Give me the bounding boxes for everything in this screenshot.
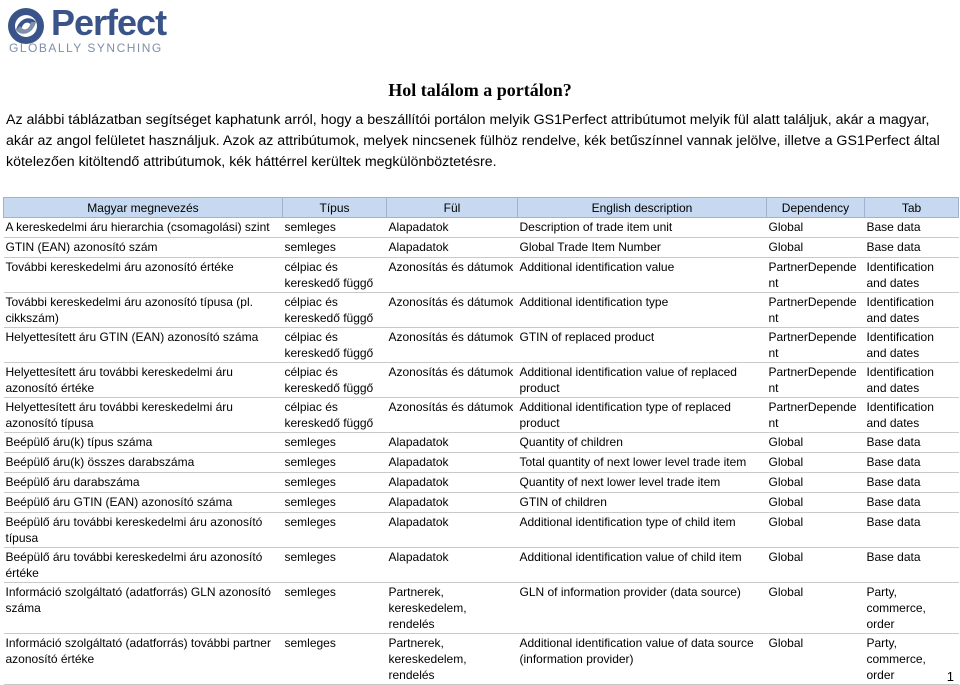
table-cell: Base data	[865, 218, 959, 238]
table-cell: Global	[767, 513, 865, 548]
table-cell: Alapadatok	[387, 473, 518, 493]
column-header: Magyar megnevezés	[4, 198, 283, 218]
table-cell: semleges	[283, 473, 387, 493]
table-row	[4, 328, 959, 363]
intro-paragraph: Az alábbi táblázatban segítséget kaphatunk arról, hogy a beszállítói portálon melyik GS1Perfect attribútumot melyik fül alatt találjuk, akár a magyar, akár az angol felületet használjuk. Azok az attribútumok, melyek nincsenek fülhöz rendelve, kék betűszínnel vannak jelölve, illetve a GS1Perfect által kötelezően kitöltendő attribútumok, kék háttérrel kerültek megkülönböztetésre.	[6, 112, 940, 170]
column-header: Dependency	[767, 198, 865, 218]
table-cell: Identification and dates	[865, 398, 959, 433]
table-cell: Global	[767, 453, 865, 473]
attribute-table	[3, 197, 959, 685]
table-cell: Alapadatok	[387, 218, 518, 238]
table-cell: További kereskedelmi áru azonosító értéke	[4, 258, 283, 293]
table-cell: célpiac és kereskedő függő	[283, 363, 387, 398]
table-cell: PartnerDependent	[767, 258, 865, 293]
table-cell: Party, commerce, order	[865, 583, 959, 634]
table-cell: Base data	[865, 238, 959, 258]
table-cell: semleges	[283, 634, 387, 685]
table-row	[4, 238, 959, 258]
table-cell: A kereskedelmi áru hierarchia (csomagolási) szint	[4, 218, 283, 238]
table-cell: célpiac és kereskedő függő	[283, 258, 387, 293]
table-cell: Azonosítás és dátumok	[387, 293, 518, 328]
table-cell: semleges	[283, 218, 387, 238]
table-cell: PartnerDependent	[767, 328, 865, 363]
table-cell: Quantity of children	[518, 433, 767, 453]
table-cell: Global Trade Item Number	[518, 238, 767, 258]
table-cell: Global	[767, 218, 865, 238]
table-cell: Identification and dates	[865, 293, 959, 328]
table-cell: Global	[767, 583, 865, 634]
table-cell: semleges	[283, 548, 387, 583]
table-cell: Azonosítás és dátumok	[387, 398, 518, 433]
table-cell: Base data	[865, 548, 959, 583]
page-number: 1	[946, 669, 954, 684]
table-cell: Azonosítás és dátumok	[387, 363, 518, 398]
column-header: Típus	[283, 198, 387, 218]
table-cell: Base data	[865, 493, 959, 513]
table-row	[4, 218, 959, 238]
table-row	[4, 363, 959, 398]
table-cell: Partnerek, kereskedelem, rendelés	[387, 634, 518, 685]
table-cell: Alapadatok	[387, 453, 518, 473]
table-cell: Global	[767, 493, 865, 513]
table-cell: Party, commerce, order	[865, 634, 959, 685]
table-cell: Partnerek, kereskedelem, rendelés	[387, 583, 518, 634]
table-cell: Alapadatok	[387, 548, 518, 583]
column-header: Fül	[387, 198, 518, 218]
logo-tagline: GLOBALLY SYNCHING	[9, 41, 163, 55]
table-row	[4, 513, 959, 548]
gs1-perfect-swirl-icon	[6, 6, 46, 46]
table-cell: Azonosítás és dátumok	[387, 328, 518, 363]
table-cell: Description of trade item unit	[518, 218, 767, 238]
table-cell: Quantity of next lower level trade item	[518, 473, 767, 493]
table-cell: Additional identification value of replaced product	[518, 363, 767, 398]
table-row	[4, 293, 959, 328]
table-row	[4, 433, 959, 453]
table-cell: Global	[767, 238, 865, 258]
table-cell: GTIN (EAN) azonosító szám	[4, 238, 283, 258]
gs1-perfect-logo	[6, 4, 166, 56]
table-row	[4, 583, 959, 634]
table-cell: semleges	[283, 238, 387, 258]
table-header-row	[4, 198, 959, 218]
table-cell: Beépülő áru darabszáma	[4, 473, 283, 493]
table-cell: Alapadatok	[387, 238, 518, 258]
table-cell: célpiac és kereskedő függő	[283, 293, 387, 328]
table-cell: PartnerDependent	[767, 398, 865, 433]
table-cell: Identification and dates	[865, 328, 959, 363]
column-header: Tab	[865, 198, 959, 218]
table-cell: Beépülő áru további kereskedelmi áru azonosító értéke	[4, 548, 283, 583]
table-row	[4, 493, 959, 513]
table-cell: célpiac és kereskedő függő	[283, 328, 387, 363]
table-cell: Alapadatok	[387, 433, 518, 453]
table-cell: PartnerDependent	[767, 293, 865, 328]
table-cell: célpiac és kereskedő függő	[283, 398, 387, 433]
table-cell: Base data	[865, 513, 959, 548]
table-cell: Global	[767, 548, 865, 583]
column-header: English description	[518, 198, 767, 218]
table-cell: GTIN of replaced product	[518, 328, 767, 363]
intro-text	[6, 110, 956, 173]
table-cell: Additional identification value of child item	[518, 548, 767, 583]
table-row	[4, 634, 959, 685]
table-cell: Additional identification value	[518, 258, 767, 293]
table-cell: Alapadatok	[387, 513, 518, 548]
table-cell: Identification and dates	[865, 258, 959, 293]
table-cell: Base data	[865, 453, 959, 473]
table-cell: Additional identification value of data source (information provider)	[518, 634, 767, 685]
table-cell: Beépülő áru további kereskedelmi áru azonosító típusa	[4, 513, 283, 548]
table-row	[4, 258, 959, 293]
table-row	[4, 548, 959, 583]
table-cell: semleges	[283, 453, 387, 473]
table-cell: Beépülő áru GTIN (EAN) azonosító száma	[4, 493, 283, 513]
table-row	[4, 453, 959, 473]
page-title: Hol találom a portálon?	[388, 80, 572, 100]
table-cell: semleges	[283, 513, 387, 548]
table-cell: semleges	[283, 493, 387, 513]
table-cell: Helyettesített áru további kereskedelmi áru azonosító típusa	[4, 398, 283, 433]
table-cell: GLN of information provider (data source)	[518, 583, 767, 634]
table-cell: További kereskedelmi áru azonosító típusa (pl. cikkszám)	[4, 293, 283, 328]
table-row	[4, 398, 959, 433]
logo-wordmark: Perfect	[51, 2, 167, 43]
table-cell: Beépülő áru(k) összes darabszáma	[4, 453, 283, 473]
table-row	[4, 473, 959, 493]
table-cell: Additional identification type of child item	[518, 513, 767, 548]
table-cell: Beépülő áru(k) típus száma	[4, 433, 283, 453]
table-cell: semleges	[283, 583, 387, 634]
table-cell: Additional identification type of replaced product	[518, 398, 767, 433]
table-cell: Információ szolgáltató (adatforrás) további partner azonosító értéke	[4, 634, 283, 685]
table-cell: PartnerDependent	[767, 363, 865, 398]
table-cell: semleges	[283, 433, 387, 453]
table-cell: Identification and dates	[865, 363, 959, 398]
table-cell: Additional identification type	[518, 293, 767, 328]
table-cell: Global	[767, 634, 865, 685]
table-cell: Helyettesített áru GTIN (EAN) azonosító száma	[4, 328, 283, 363]
table-cell: Global	[767, 433, 865, 453]
table-cell: GTIN of children	[518, 493, 767, 513]
table-cell: Alapadatok	[387, 493, 518, 513]
table-cell: Base data	[865, 433, 959, 453]
table-cell: Helyettesített áru további kereskedelmi áru azonosító értéke	[4, 363, 283, 398]
table-cell: Base data	[865, 473, 959, 493]
table-cell: Total quantity of next lower level trade item	[518, 453, 767, 473]
table-cell: Információ szolgáltató (adatforrás) GLN azonosító száma	[4, 583, 283, 634]
table-cell: Azonosítás és dátumok	[387, 258, 518, 293]
table-cell: Global	[767, 473, 865, 493]
